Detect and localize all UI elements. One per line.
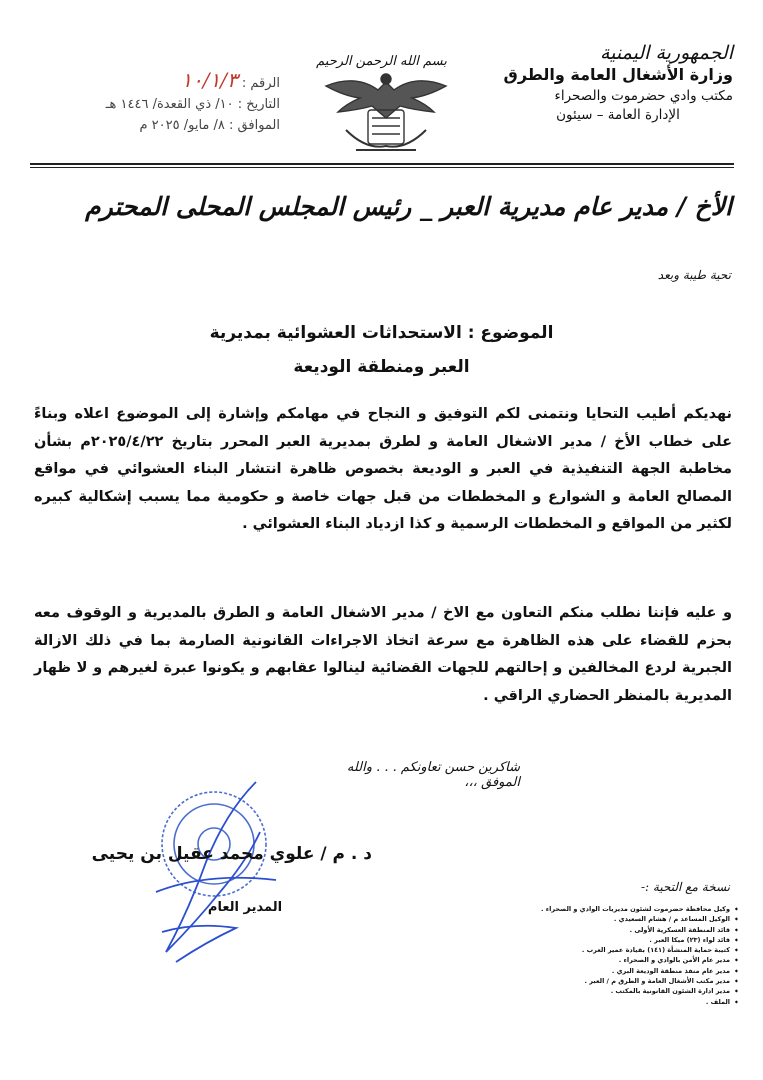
closing: شاكرين حسن تعاونكم . . . والله الموفق ،،، <box>346 760 520 790</box>
subject-line-1: الموضوع : الاستحداثات العشوائية بمديرية <box>209 323 554 343</box>
subject-line-2: العبر ومنطقة الوديعة <box>293 357 470 377</box>
list-item: ◆ مدير ادارة الشئون القانونية بالمكتب . <box>500 986 738 996</box>
basmala: بسم الله الرحمن الرحيم <box>316 54 447 69</box>
yemen-emblem-icon <box>316 46 456 164</box>
office-stamp-icon <box>136 772 286 972</box>
date-hijri-line <box>30 94 280 115</box>
body-paragraph-2: و عليه فإننا نطلب منكم التعاون مع الاخ / مدير الاشغال العامة و الطرق بالمديرية و الوقوف معه بحزم للقضاء على هذه الظاهرة مع سرعة اتخاذ الاجراءات القانونية الصارمة بما في ذلك الازالة الجبرية لردع المخالفين و إحالتهم للجهات القضائية لينالوا عقابهم و يكونوا عبرة لغيرهم و لا ظهار المديرية بالمنظر الحضاري الراقي . <box>34 605 732 704</box>
date-hijri: ١٠/ ذي القعدة/ ١٤٤٦ هـ <box>105 97 234 112</box>
body-paragraph-1: نهديكم أطيب التحايا ونتمنى لكم التوفيق و النجاح في مهامكم وإشارة إلى الموضوع اعلاه وبناءً على خطاب الأخ / مدير الاشغال العامة و لطرق بمديرية العبر المحرر بتاريخ ٢٠٢٥/٤/٢٢م بشأن مخاطبة الجهة التنفيذية في العبر و الوديعة بخصوص ظاهرة انتشار البناء العشوائي في مواقع المصالح العامة و الشوارع و المخططات من قبل جهات خاصة و حكومية مما يسبب إشكالية كبيره لكثير من المواقع و المخططات الرسمية و كذا ازدياد البناء العشوائي . <box>34 406 732 532</box>
reference-line <box>30 70 280 94</box>
signer-title: المدير العام <box>207 900 283 915</box>
addressee: الأخ / مدير عام مديرية العبر _ رئيس المجلس المحلى المحترم <box>85 192 732 221</box>
list-item: ◆ مدير مكتب الأشغال العامة و الطرق م / العبر . <box>500 976 738 986</box>
signer-name: د . م / علوي محمد عقيل بن يحيى <box>91 844 372 864</box>
republic-name: الجمهورية اليمنية <box>599 42 733 64</box>
list-item: ◆ قائد المنطقة العسكرية الأولى . <box>500 925 738 935</box>
list-item: ◆ مدير عام الأمن بالوادي و الصحراء . <box>500 955 738 965</box>
list-item: ◆ مدير عام منفذ منطقة الوديعة البري . <box>500 966 738 976</box>
list-item: ◆ وكيل محافظة حضرموت لشئون مديريات الوادي و الصحراء . <box>500 904 738 914</box>
ministry-name: وزارة الأشغال العامة والطرق <box>503 65 733 84</box>
reference-number: ١٠/١/٣ <box>181 68 238 92</box>
greeting: تحية طيبة وبعد <box>657 268 731 282</box>
date-greg: ٨/ مايو/ ٢٠٢٥ م <box>139 118 225 133</box>
office-name: مكتب وادي حضرموت والصحراء <box>554 88 733 104</box>
reference-label: الرقم : <box>241 76 280 91</box>
header-divider <box>30 163 734 165</box>
list-item: ◆ الوكيل المساعد م / هشام السعيدي . <box>500 914 738 924</box>
date-label: التاريخ : <box>237 97 280 112</box>
header-divider-thin <box>30 167 734 168</box>
cc-list <box>500 904 738 1007</box>
list-item: ◆ قائد لواء (٢٣) ميكا العبر . <box>500 935 738 945</box>
subject-block <box>0 316 763 384</box>
date-greg-label: الموافق : <box>229 118 280 133</box>
list-item: ◆ الملف . <box>500 997 738 1007</box>
admin-name: الإدارة العامة – سيئون <box>556 107 680 123</box>
date-greg-line <box>30 115 280 136</box>
cc-title: نسخة مع التحية :- <box>641 880 730 894</box>
letterhead-left <box>30 70 280 136</box>
list-item: ◆ كتيبة حماية المنشأة (١٤١) بقيادة عمير العرب . <box>500 945 738 955</box>
handwritten-signature-icon <box>156 782 276 962</box>
